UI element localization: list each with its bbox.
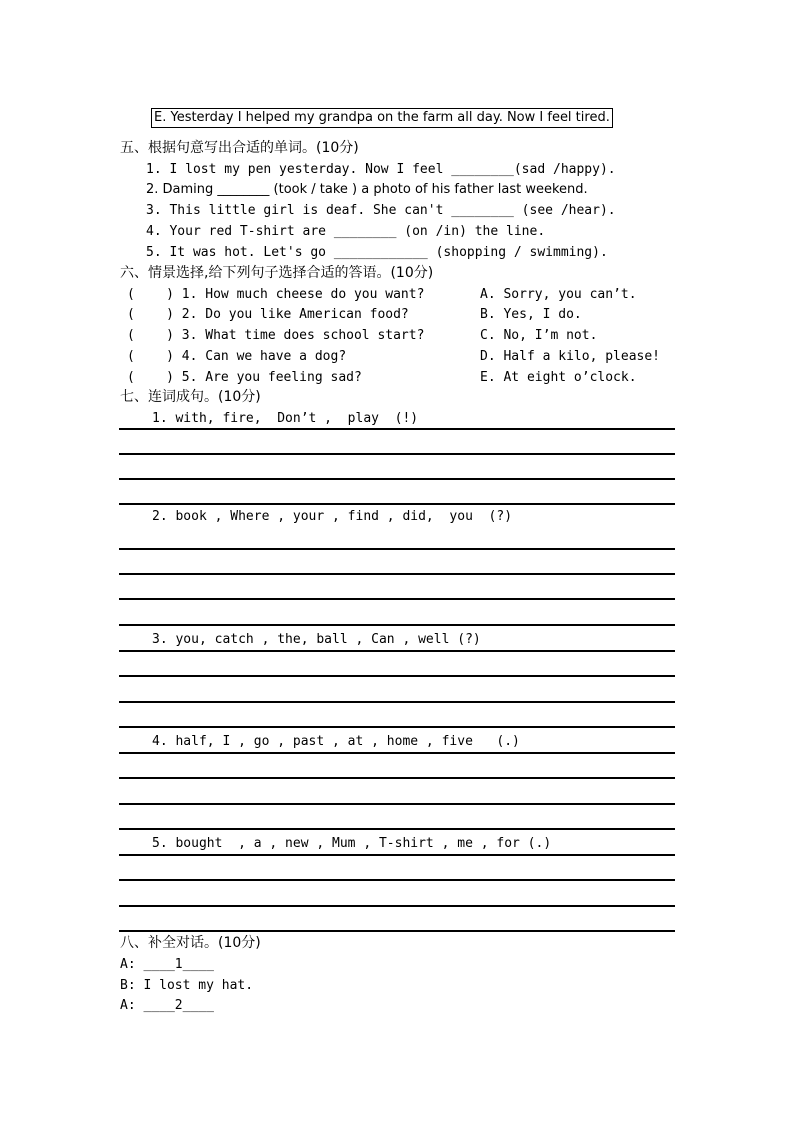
- section-6-question-5: ( ) 5. Are you feeling sad?: [127, 370, 362, 385]
- writing-line[interactable]: [119, 675, 675, 677]
- section-6-answer-b: B. Yes, I do.: [480, 307, 582, 322]
- dialogue-line-3: A: ____2____: [120, 998, 214, 1013]
- section-7-prompt-3: 3. you, catch , the, ball , Can , well (?): [152, 632, 481, 647]
- writing-line[interactable]: [119, 503, 675, 505]
- writing-line[interactable]: [119, 701, 675, 703]
- section-6-question-4: ( ) 4. Can we have a dog?: [127, 349, 347, 364]
- writing-line[interactable]: [119, 548, 675, 550]
- section-6-question-2: ( ) 2. Do you like American food?: [127, 307, 409, 322]
- writing-line[interactable]: [119, 777, 675, 779]
- option-e-box: E. Yesterday I helped my grandpa on the farm all day. Now I feel tired.: [151, 108, 613, 128]
- writing-line[interactable]: [119, 930, 675, 932]
- dialogue-line-2: B: I lost my hat.: [120, 978, 254, 993]
- section-7-prompt-1: 1. with, fire, Don’t , play (!): [152, 411, 419, 426]
- writing-line[interactable]: [119, 803, 675, 805]
- section-5-item-5: 5. It was hot. Let's go ____________ (shopping / swimming).: [146, 245, 608, 260]
- writing-line[interactable]: [119, 879, 675, 881]
- section-7-prompt-2: 2. book , Where , your , find , did, you (?): [152, 509, 513, 524]
- writing-line[interactable]: [119, 573, 675, 575]
- section-6-title: 六、情景选择,给下列句子选择合适的答语。(10分): [120, 265, 434, 281]
- writing-line[interactable]: [119, 478, 675, 480]
- section-6-answer-d: D. Half a kilo, please!: [480, 349, 661, 364]
- section-7-title: 七、连词成句。(10分): [120, 389, 261, 405]
- section-5-item-4: 4. Your red T-shirt are ________ (on /in) the line.: [146, 224, 546, 239]
- writing-line[interactable]: [119, 828, 675, 830]
- section-7-prompt-5: 5. bought , a , new , Mum , T-shirt , me , for (.): [152, 836, 552, 851]
- writing-line[interactable]: [119, 905, 675, 907]
- section-7-prompt-4: 4. half, I , go , past , at , home , five (.): [152, 734, 520, 749]
- section-5-item-3: 3. This little girl is deaf. She can't ________ (see /hear).: [146, 203, 616, 218]
- section-5-item-2: 2. Daming ________ (took / take ) a photo of his father last weekend.: [146, 182, 588, 197]
- section-5-item-1: 1. I lost my pen yesterday. Now I feel ________(sad /happy).: [146, 162, 616, 177]
- section-6-answer-a: A. Sorry, you can’t.: [480, 287, 637, 302]
- section-5-title: 五、根据句意写出合适的单词。(10分): [120, 140, 359, 156]
- writing-line[interactable]: [119, 726, 675, 728]
- writing-line[interactable]: [119, 453, 675, 455]
- writing-line[interactable]: [119, 624, 675, 626]
- section-6-question-1: ( ) 1. How much cheese do you want?: [127, 287, 425, 302]
- section-6-answer-e: E. At eight o’clock.: [480, 370, 637, 385]
- section-6-answer-c: C. No, I’m not.: [480, 328, 598, 343]
- writing-line[interactable]: [119, 752, 675, 754]
- writing-line[interactable]: [119, 854, 675, 856]
- writing-line[interactable]: [119, 428, 675, 430]
- writing-line[interactable]: [119, 650, 675, 652]
- section-6-question-3: ( ) 3. What time does school start?: [127, 328, 425, 343]
- writing-line[interactable]: [119, 598, 675, 600]
- dialogue-line-1: A: ____1____: [120, 957, 214, 972]
- section-8-title: 八、补全对话。(10分): [120, 935, 261, 951]
